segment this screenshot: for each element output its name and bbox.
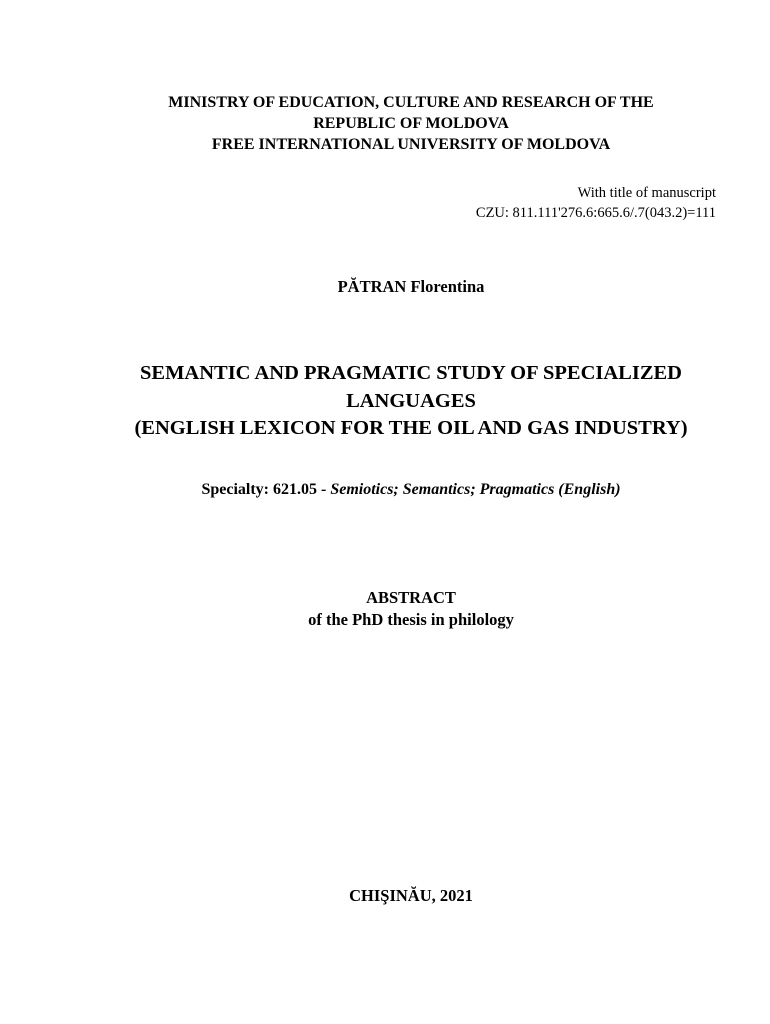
title-line-1: SEMANTIC AND PRAGMATIC STUDY OF SPECIALIZED [140, 362, 682, 384]
place-year: CHIŞINĂU, 2021 [349, 886, 473, 905]
institution-header [0, 92, 770, 155]
title-line-2: LANGUAGES [346, 389, 476, 412]
specialty-prefix: Specialty: 621.05 - [201, 481, 331, 498]
thesis-title [0, 360, 770, 443]
abstract-block [0, 587, 770, 631]
author-name: PĂTRAN Florentina [337, 277, 485, 296]
university-line: FREE INTERNATIONAL UNIVERSITY OF MOLDOVA [211, 136, 611, 153]
abstract-heading: ABSTRACT [366, 588, 456, 607]
ministry-line: MINISTRY OF EDUCATION, CULTURE AND RESEARCH OF THE [168, 94, 654, 111]
specialty-field: Semiotics; Semantics; Pragmatics (English) [330, 481, 621, 498]
czu-code: CZU: 811.111'276.6:665.6/.7(043.2)=111 [475, 205, 716, 221]
abstract-subheading: of the PhD thesis in philology [308, 610, 514, 629]
republic-line: REPUBLIC OF MOLDOVA [313, 115, 509, 132]
specialty-line [0, 481, 770, 499]
manuscript-note: With title of manuscript [577, 185, 716, 201]
title-line-3: (ENGLISH LEXICON FOR THE OIL AND GAS INDUSTRY) [134, 417, 688, 439]
manuscript-info [476, 183, 716, 223]
